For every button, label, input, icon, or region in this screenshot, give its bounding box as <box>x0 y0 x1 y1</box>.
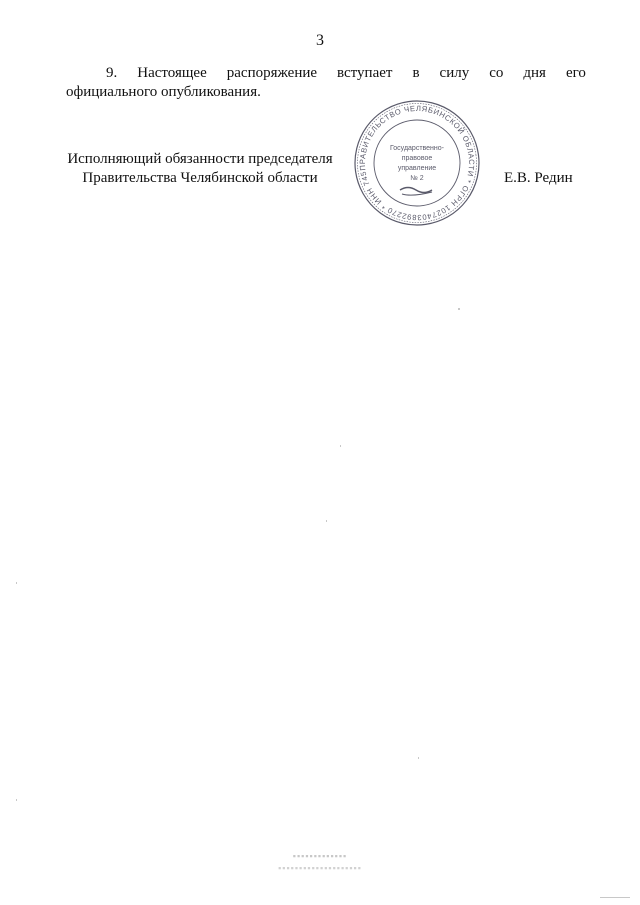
stamp-inner-line-2: правовое <box>401 155 433 162</box>
paragraph-9 <box>66 64 586 102</box>
stamp-inner-line-1: Государственно- <box>389 145 445 152</box>
word: вступает <box>337 65 393 81</box>
stamp-inner-line-3: управление <box>397 165 437 172</box>
paragraph-line-1 <box>66 64 586 83</box>
page-number: 3 <box>316 32 324 49</box>
stamp-scribble <box>400 188 432 193</box>
word: 9. <box>106 65 118 81</box>
word: в <box>412 65 420 81</box>
signatory-name: Е.В. Редин <box>504 170 573 186</box>
scan-speck <box>16 582 17 584</box>
word: его <box>565 65 586 81</box>
stamp-seal-icon <box>352 98 482 228</box>
signatory-title-line-2: Правительства Челябинской области <box>82 170 318 186</box>
scan-speck <box>340 445 341 447</box>
scan-edge-mark <box>600 897 630 898</box>
word: силу <box>439 65 470 81</box>
scan-speck <box>16 799 17 801</box>
word: дня <box>523 65 546 81</box>
word: Настоящее <box>137 65 207 81</box>
stamp-ring-text: ПРАВИТЕЛЬСТВО ЧЕЛЯБИНСКОЙ ОБЛАСТИ * ОГРН 1027403892270 * ИНН 7453042227 <box>357 103 477 223</box>
signatory-title <box>66 150 334 188</box>
signatory-title-line-1: Исполняющий обязанности председателя <box>67 151 333 167</box>
paragraph-line-2: официального опубликования. <box>66 84 261 100</box>
faint-footer-watermark: ▪▪▪▪▪▪▪▪▪▪▪▪▪ ▪▪▪▪▪▪▪▪▪▪▪▪▪▪▪▪▪▪▪▪ <box>278 851 362 873</box>
scan-speck <box>326 520 327 522</box>
official-stamp <box>352 98 482 228</box>
scan-speck <box>418 757 419 759</box>
word: распоряжение <box>226 65 318 81</box>
scan-speck <box>458 308 460 310</box>
stamp-inner-line-4: № 2 <box>410 175 424 182</box>
word: со <box>489 65 504 81</box>
